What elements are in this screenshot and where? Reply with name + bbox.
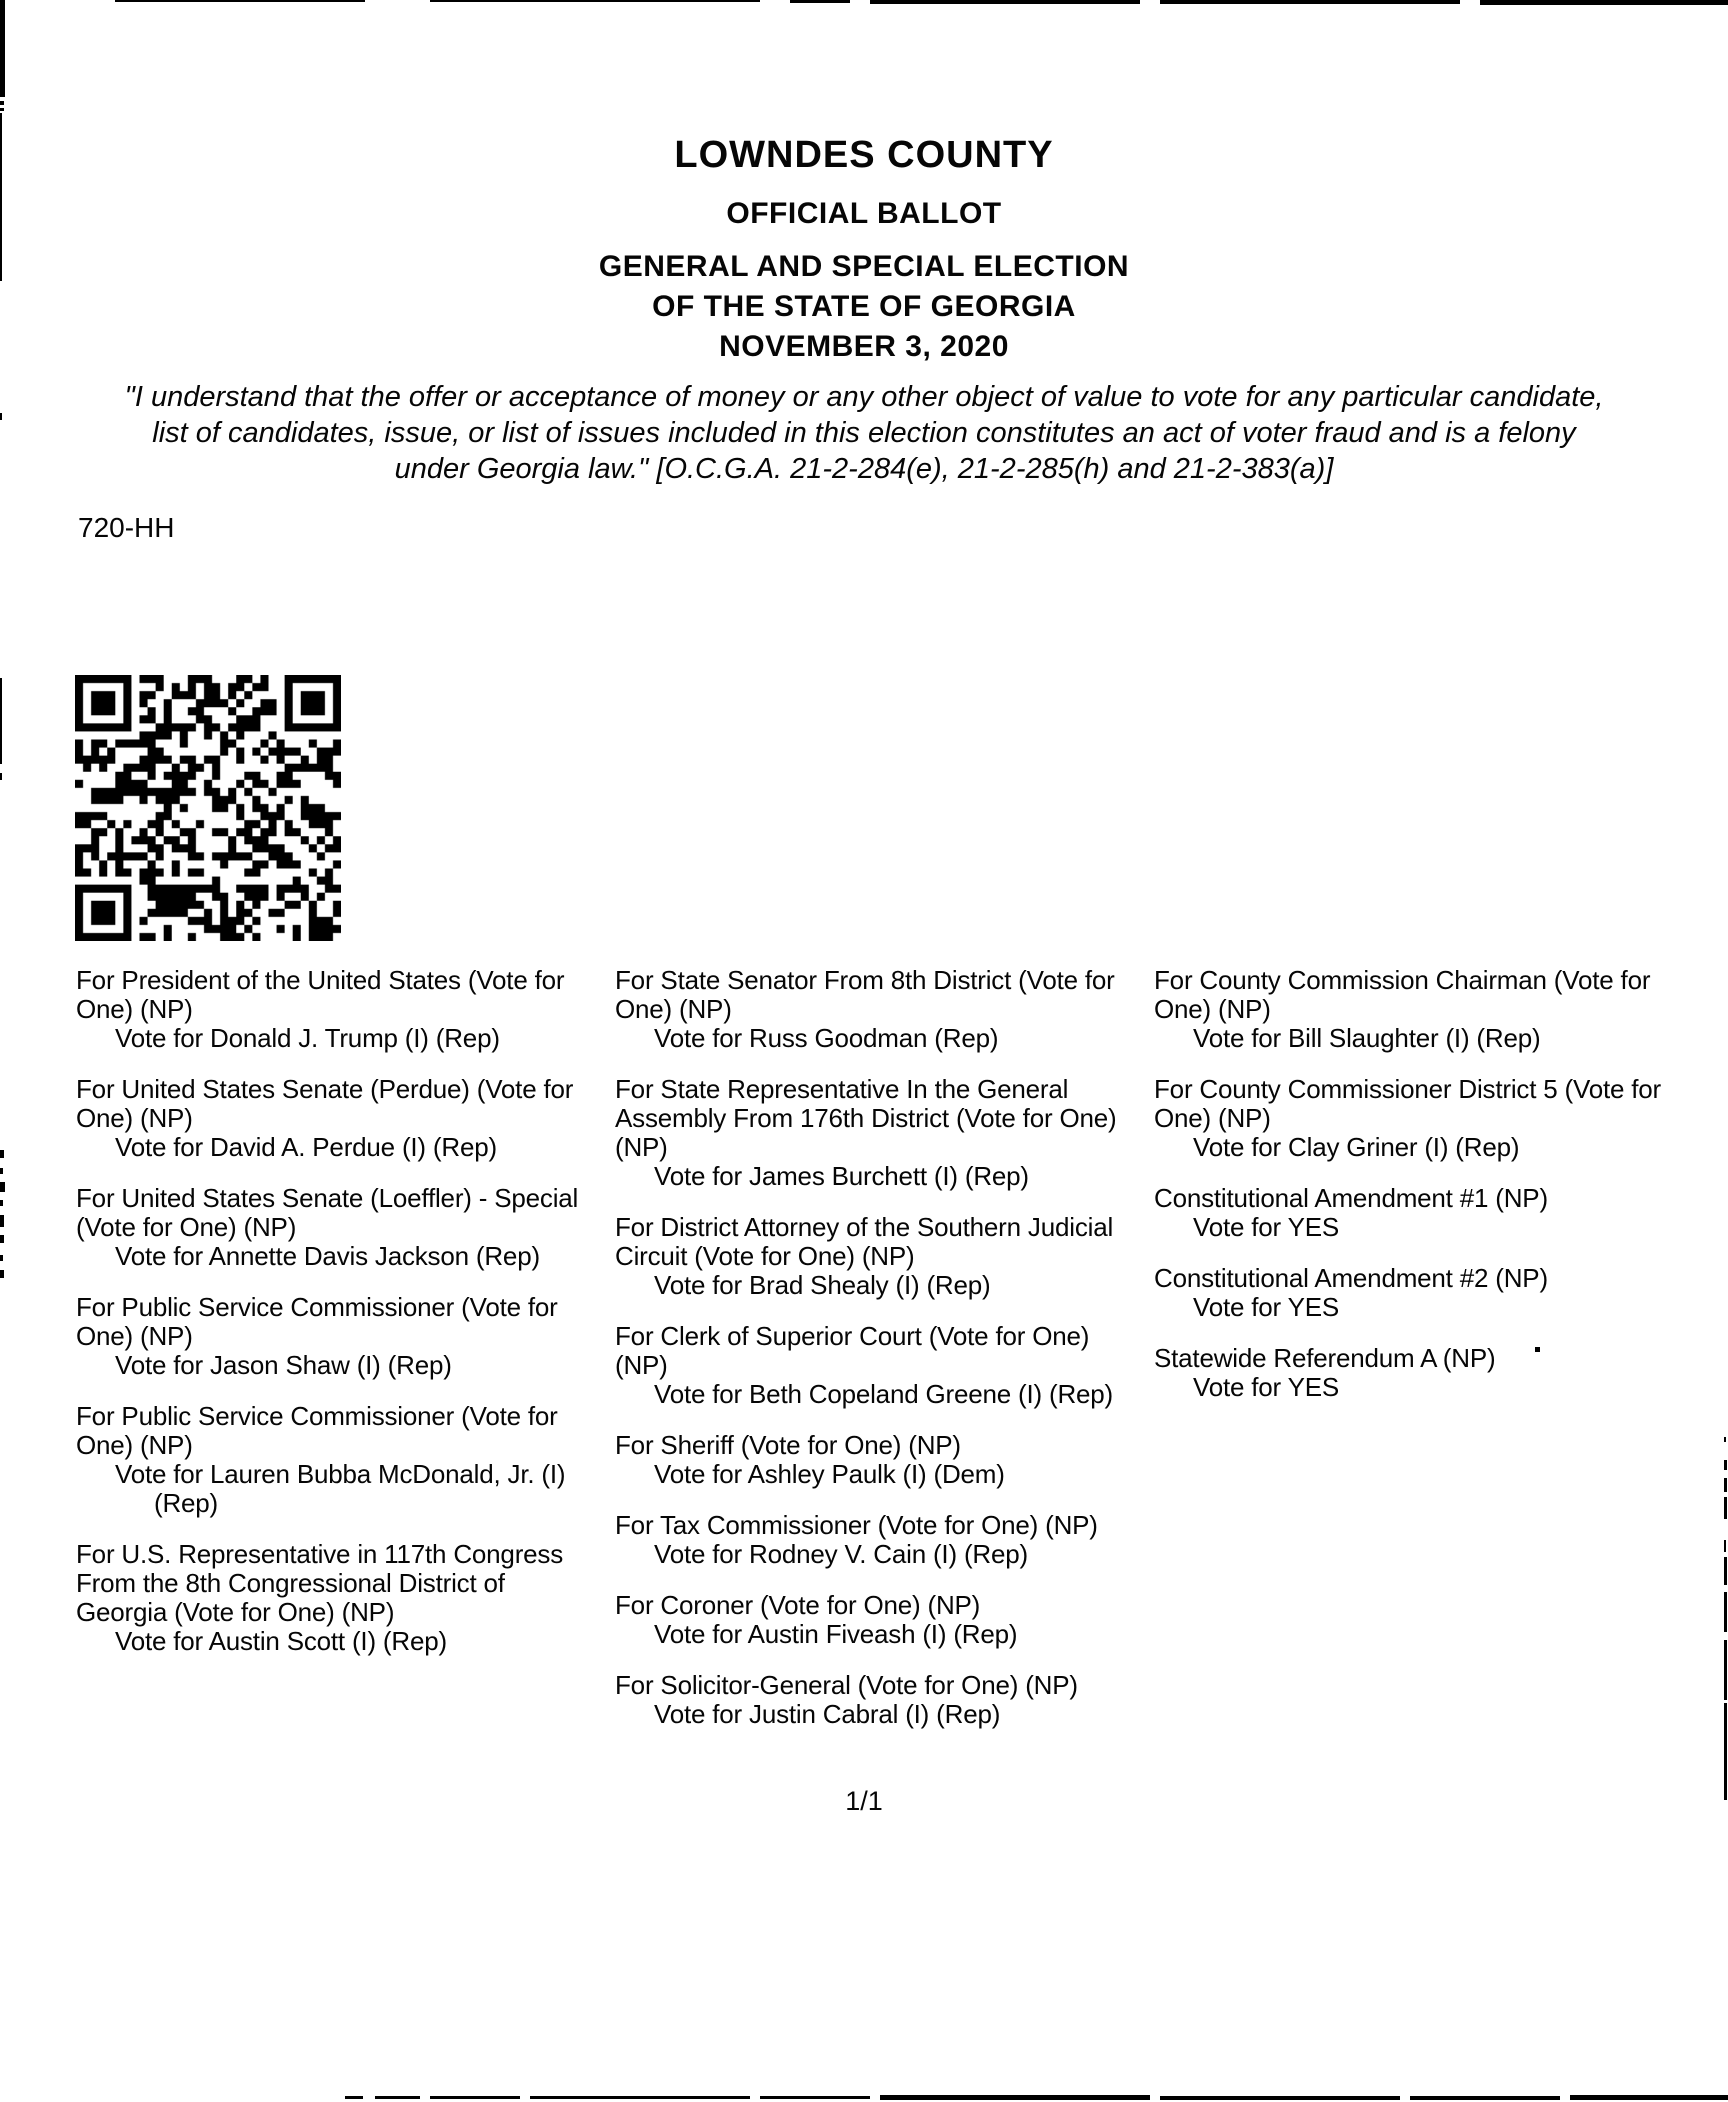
contest-title: For Coroner (Vote for One) (NP) <box>615 1590 981 1620</box>
ballot-header <box>0 134 1728 367</box>
contest-column-1 <box>76 966 615 1751</box>
contest <box>615 1075 1154 1191</box>
scan-artifact <box>345 2096 363 2099</box>
contest <box>1154 1264 1728 1322</box>
scan-artifact <box>1724 1557 1727 1585</box>
scan-artifact <box>0 678 2 764</box>
scan-artifact <box>1535 1347 1540 1352</box>
scan-artifact <box>1724 1640 1727 1700</box>
contest-vote-line: Vote for Bill Slaughter (I) (Rep) <box>1193 1023 1541 1053</box>
contest <box>615 1591 1154 1649</box>
page-indicator: 1/1 <box>845 1786 883 1816</box>
scan-artifact <box>1160 0 1460 4</box>
scan-artifact <box>430 0 760 2</box>
election-title-line: NOVEMBER 3, 2020 <box>719 330 1009 363</box>
scan-artifact <box>0 1200 3 1206</box>
contest-column-2 <box>615 966 1154 1751</box>
contest-vote-line: Vote for Annette Davis Jackson (Rep) <box>115 1241 540 1271</box>
scan-artifact <box>0 108 4 111</box>
scan-artifact <box>430 2096 520 2099</box>
contest-vote-line: Vote for YES <box>1193 1212 1339 1242</box>
contest-vote-line: Vote for Ashley Paulk (I) (Dem) <box>654 1459 1005 1489</box>
scan-artifact <box>0 1215 4 1227</box>
scan-artifact <box>1724 1592 1727 1632</box>
contest <box>615 1511 1154 1569</box>
contest <box>76 1293 615 1380</box>
contest <box>76 966 615 1053</box>
qr-code <box>75 675 341 941</box>
scan-artifact <box>0 1182 5 1192</box>
contest-vote-line: Vote for David A. Perdue (I) (Rep) <box>115 1132 497 1162</box>
contest <box>76 1184 615 1271</box>
contest-vote-line: Vote for Clay Griner (I) (Rep) <box>1193 1132 1520 1162</box>
scan-artifact <box>1724 1540 1726 1552</box>
contest <box>615 1213 1154 1300</box>
contest <box>615 1431 1154 1489</box>
contest <box>1154 1344 1728 1402</box>
contest-title: For County Commission Chairman (Vote for One) (NP) <box>1154 965 1651 1024</box>
scan-artifact <box>0 773 2 780</box>
contest-title: For U.S. Representative in 117th Congress From the 8th Congressional District of Georgia (Vote for One) (NP) <box>76 1539 564 1627</box>
contest-vote-line: Vote for Lauren Bubba McDonald, Jr. (I) (Rep) <box>115 1459 566 1518</box>
contest-title: Constitutional Amendment #1 (NP) <box>1154 1183 1548 1213</box>
disclaimer-line: list of candidates, issue, or list of issues included in this election constitutes an act of voter fraud and is a felony <box>152 417 1576 449</box>
contest <box>76 1075 615 1162</box>
contest-vote-line: Vote for Brad Shealy (I) (Rep) <box>654 1270 991 1300</box>
contest <box>76 1402 615 1518</box>
scan-artifact <box>0 1235 4 1243</box>
official-ballot-title: OFFICIAL BALLOT <box>726 197 1002 230</box>
contest-title: For Clerk of Superior Court (Vote for One) (NP) <box>615 1321 1090 1380</box>
scan-artifact <box>115 0 365 2</box>
contest-title: For State Representative In the General Assembly From 176th District (Vote for One) (NP) <box>615 1074 1117 1162</box>
contest-vote-line: Vote for James Burchett (I) (Rep) <box>654 1161 1029 1191</box>
scan-artifact <box>760 2096 870 2099</box>
scan-artifact <box>1570 2095 1728 2100</box>
scan-artifact <box>1724 1497 1727 1519</box>
scan-artifact <box>1724 1703 1727 1800</box>
contest-title: For District Attorney of the Southern Judicial Circuit (Vote for One) (NP) <box>615 1212 1114 1271</box>
contest-vote-line: Vote for YES <box>1193 1292 1339 1322</box>
scan-artifact <box>0 413 2 420</box>
voter-fraud-disclaimer <box>0 379 1728 487</box>
contest-vote-line: Vote for Rodney V. Cain (I) (Rep) <box>654 1539 1028 1569</box>
scan-artifact <box>1724 1460 1727 1470</box>
disclaimer-line: "I understand that the offer or acceptance of money or any other object of value to vote for any particular candidate, <box>124 381 1604 413</box>
contest-title: Statewide Referendum A (NP) <box>1154 1343 1496 1373</box>
contest-title: Constitutional Amendment #2 (NP) <box>1154 1263 1548 1293</box>
scan-artifact <box>1160 2096 1400 2100</box>
contest-vote-line: Vote for Justin Cabral (I) (Rep) <box>654 1699 1001 1729</box>
scan-artifact <box>1724 1437 1726 1442</box>
disclaimer-line: under Georgia law." [O.C.G.A. 21-2-284(e), 21-2-285(h) and 21-2-383(a)] <box>394 453 1334 485</box>
contest-column-3 <box>1154 966 1728 1751</box>
contest <box>615 966 1154 1053</box>
contest-columns <box>76 966 1728 1751</box>
election-title-line: OF THE STATE OF GEORGIA <box>652 290 1076 323</box>
election-title <box>0 247 1728 367</box>
contest <box>1154 1184 1728 1242</box>
contest-vote-line: Vote for Austin Fiveash (I) (Rep) <box>654 1619 1018 1649</box>
scan-artifact <box>0 1168 3 1174</box>
contest-title: For United States Senate (Perdue) (Vote for One) (NP) <box>76 1074 574 1133</box>
scan-artifact <box>870 0 1140 4</box>
election-title-line: GENERAL AND SPECIAL ELECTION <box>598 250 1130 283</box>
contest <box>1154 1075 1728 1162</box>
contest-vote-line: Vote for Beth Copeland Greene (I) (Rep) <box>654 1379 1114 1409</box>
contest-title: For State Senator From 8th District (Vote for One) (NP) <box>615 965 1115 1024</box>
scan-artifact <box>790 0 850 3</box>
scan-artifact <box>0 101 4 105</box>
scan-artifact <box>530 2096 750 2099</box>
contest <box>76 1540 615 1656</box>
scan-artifact <box>0 0 5 97</box>
contest-title: For United States Senate (Loeffler) - Special (Vote for One) (NP) <box>76 1183 579 1242</box>
contest-vote-line: Vote for YES <box>1193 1372 1339 1402</box>
county-title: LOWNDES COUNTY <box>674 134 1054 176</box>
contest-title: For County Commissioner District 5 (Vote for One) (NP) <box>1154 1074 1662 1133</box>
scan-artifact <box>0 113 2 281</box>
contest <box>1154 966 1728 1053</box>
scan-artifact <box>1480 0 1728 5</box>
scan-artifact <box>0 1255 3 1261</box>
contest-vote-line: Vote for Russ Goodman (Rep) <box>654 1023 999 1053</box>
contest-vote-line: Vote for Jason Shaw (I) (Rep) <box>115 1350 452 1380</box>
scan-artifact <box>880 2095 1150 2100</box>
scan-artifact <box>1724 1478 1727 1492</box>
contest-vote-line: Vote for Austin Scott (I) (Rep) <box>115 1626 447 1656</box>
ballot-style-code: 720-HH <box>78 512 175 543</box>
contest-title: For Tax Commissioner (Vote for One) (NP) <box>615 1510 1098 1540</box>
contest-title: For Public Service Commissioner (Vote for One) (NP) <box>76 1292 558 1351</box>
scan-artifact <box>0 1270 4 1278</box>
contest-title: For Solicitor-General (Vote for One) (NP) <box>615 1670 1078 1700</box>
scan-artifact <box>0 1150 4 1158</box>
contest-title: For Public Service Commissioner (Vote for One) (NP) <box>76 1401 558 1460</box>
contest-vote-line: Vote for Donald J. Trump (I) (Rep) <box>115 1023 500 1053</box>
contest-title: For President of the United States (Vote for One) (NP) <box>76 965 565 1024</box>
scan-artifact <box>1410 2096 1560 2100</box>
contest-title: For Sheriff (Vote for One) (NP) <box>615 1430 961 1460</box>
scan-artifact <box>375 2096 420 2099</box>
contest <box>615 1671 1154 1729</box>
contest <box>615 1322 1154 1409</box>
